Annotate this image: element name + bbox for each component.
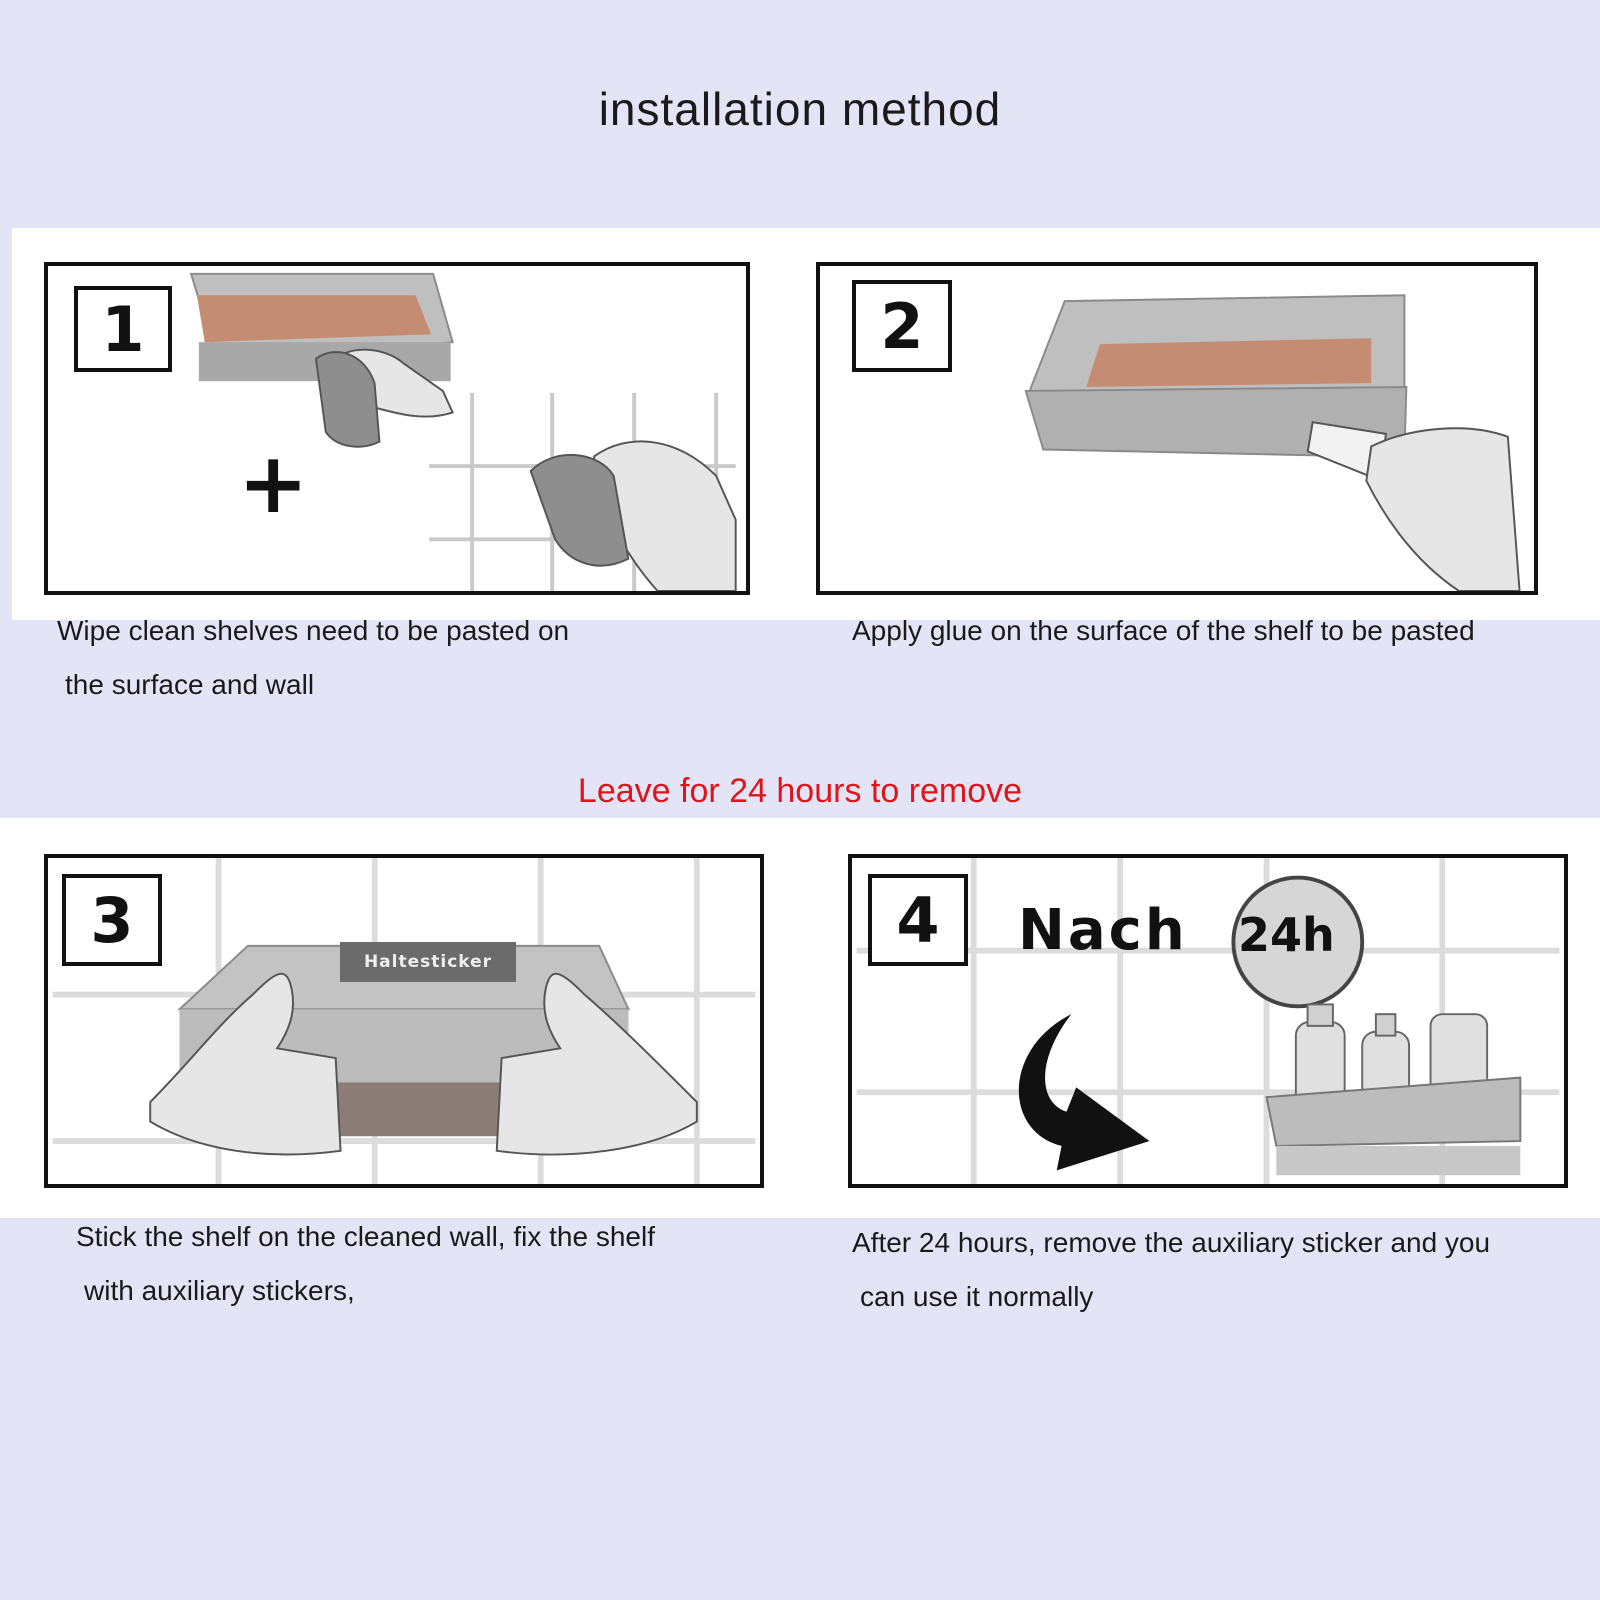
- clock-time-label: 24h: [1238, 908, 1335, 962]
- step-1-caption-line-1: Wipe clean shelves need to be pasted on: [57, 615, 570, 646]
- hand-icon: [1366, 428, 1519, 591]
- step-4-caption-line-1: After 24 hours, remove the auxiliary sticker and you: [852, 1227, 1491, 1258]
- page-title: installation method: [598, 83, 1002, 135]
- step-1-caption-line-2: the surface and wall: [65, 669, 315, 700]
- step-4-number: 4: [868, 874, 968, 966]
- step-4-caption: [852, 1216, 1592, 1324]
- step-1-number: 1: [74, 286, 172, 372]
- step-2-caption: [852, 604, 1592, 658]
- step-1-caption: [57, 604, 777, 712]
- step-3-number: 3: [62, 874, 162, 966]
- step-3-caption-line-1: Stick the shelf on the cleaned wall, fix the shelf: [76, 1221, 655, 1252]
- shelf-with-bottles-icon: [1267, 1004, 1521, 1175]
- step-3-caption: [76, 1210, 816, 1318]
- plus-sign: +: [238, 434, 309, 532]
- step-4-caption-line-2: can use it normally: [860, 1281, 1094, 1312]
- step-3-caption-line-2: with auxiliary stickers,: [84, 1275, 355, 1306]
- step-4-heading: Nach: [1018, 898, 1188, 963]
- step-2-number: 2: [852, 280, 952, 372]
- step-2-caption-line-1: Apply glue on the surface of the shelf to be pasted: [852, 615, 1475, 646]
- wait-notice: Leave for 24 hours to remove: [577, 772, 1023, 810]
- haltesticker-label: Haltesticker: [340, 942, 516, 982]
